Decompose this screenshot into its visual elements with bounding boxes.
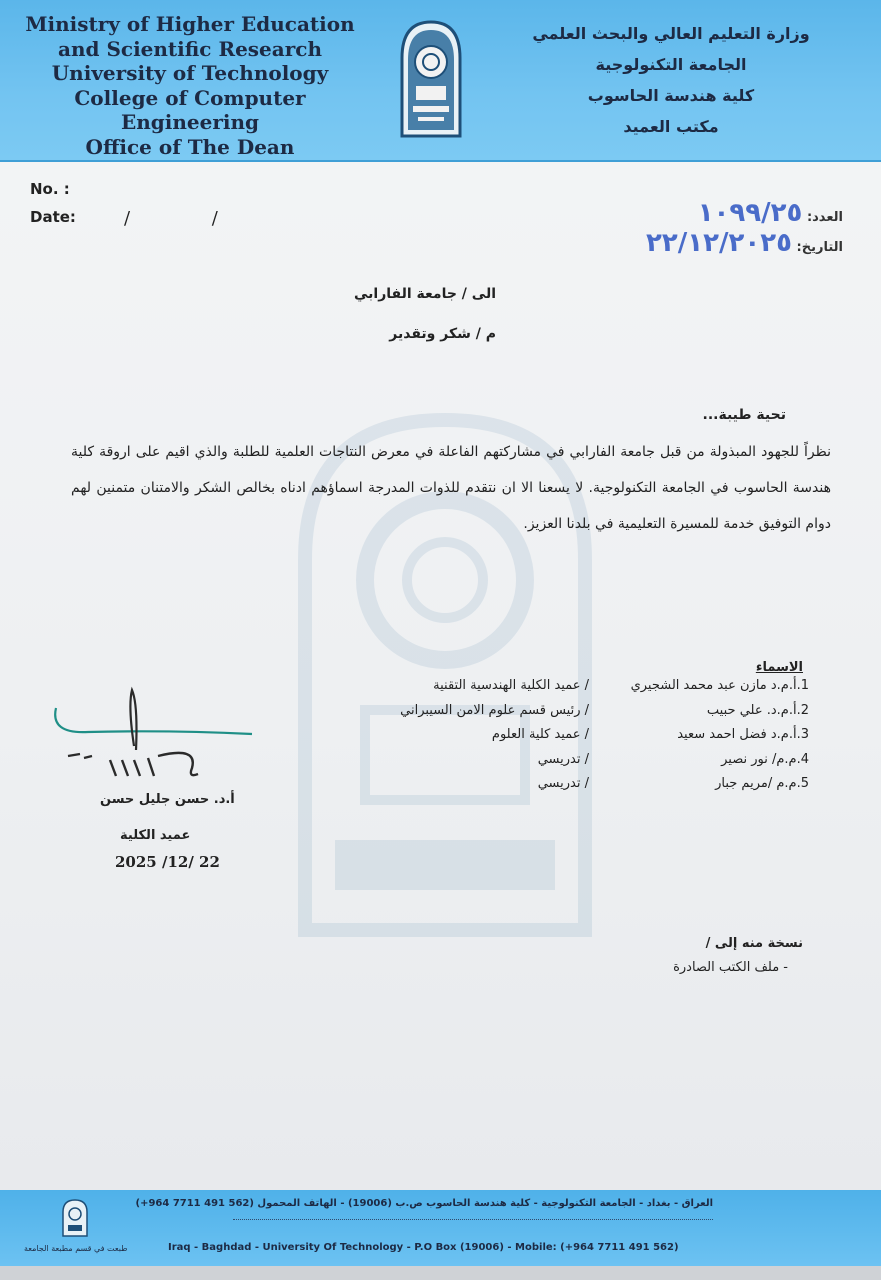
list-item [289,776,809,801]
greeting: تحية طيبة... [702,407,786,423]
letter-body: نظراً للجهود المبذولة من قبل جامعة الفارابي في مشاركتهم الفاعلة في معرض النتاجات العلمية للطلبة والذي اقيم على اروقة كلية هندسة الحاسوب في الجامعة التكنولوجية. لا يسعنا الا ان نتقدم للذوات المدرجة اسماؤهم ادناه بخالص الشكر والامتنان متمنين لهم دوام التوفيق خدمة للمسيرة التعليمية في بلدنا العزيز. [71,444,831,532]
footer-arabic-address: العراق - بغداد - الجامعة التكنولوجية - كلية هندسة الحاسوب ص.ب (19006) - الهاتف المحمول (562 491 7711 964+) [135,1198,713,1209]
person-role: / عميد الكلية الهندسية التقنية [433,678,589,693]
office-line-ar: مكتب العميد [623,117,719,136]
footer-english-address: Iraq - Baghdad - University Of Technology - P.O Box (19006) - Mobile: (+964 7711 491 562) [168,1242,679,1253]
dean-name: أ.د. حسن جليل حسن [100,792,235,807]
ministry-line: Ministry of Higher Education [25,12,355,36]
research-line: and Scientific Research [58,36,322,61]
names-heading: الاسماء [755,660,803,675]
person-role: / عميد كلية العلوم [491,727,589,742]
arabic-number-label: العدد: [806,210,843,225]
person-name: 4.م.م/ نور نصير [721,751,809,767]
ministry-line-ar: وزارة التعليم العالي والبحث العلمي [532,24,810,43]
college-line: College of Computer Engineering [74,85,306,134]
university-line: University of Technology [51,61,329,85]
person-name: 3.أ.م.د فضل احمد سعيد [677,727,809,742]
person-role: / تدريسي [537,776,589,791]
names-list [289,678,809,801]
arabic-number-row [698,198,843,228]
footer-contact-line [233,1216,713,1225]
recipient: الى / جامعة الفارابي [353,286,496,302]
list-item [289,727,809,752]
person-name: 5.م.م /مريم جبار [715,776,809,791]
date-label: Date: [30,208,76,226]
office-line: Office of The Dean [85,134,295,159]
signature-date: 2025 /12/ 22 [115,853,220,871]
english-letterhead [20,12,360,159]
university-line-ar: الجامعة التكنولوجية [595,55,747,74]
dean-title: عميد الكلية [120,828,191,843]
list-item [289,678,809,703]
handwritten-number: ١٠٩٩/٢٥ [697,198,803,228]
copy-to-item: - ملف الكتب الصادرة [673,960,788,975]
handwritten-signature-icon [48,686,258,786]
copy-to-heading: نسخة منه إلى / [705,936,803,951]
arabic-date-label: التاريخ: [796,240,843,255]
arabic-date-row [646,228,843,258]
arabic-letterhead [521,18,821,142]
person-role: / رئيس قسم علوم الامن السيبراني [400,702,589,718]
footer-caption: طبعت في قسم مطبعة الجامعة [24,1244,128,1253]
person-name: 1.أ.م.د مازن عبد محمد الشجيري [630,678,809,693]
list-item [289,703,809,728]
letter-footer [0,1190,881,1266]
page-bottom-edge [0,1266,881,1280]
subject: م / شكر وتقدير [389,326,496,342]
person-name: 2.أ.م.د. علي حبيب [706,702,809,718]
date-blank: / / [124,208,256,229]
letterhead [0,0,881,162]
list-item [289,752,809,777]
number-label: No. : [30,180,70,198]
handwritten-date: ٢٢/١٢/٢٠٢٥ [646,228,792,258]
university-logo-icon [396,18,466,142]
college-line-ar: كلية هندسة الحاسوب [587,86,755,105]
footer-logo-icon [60,1198,90,1238]
person-role: / تدريسي [537,751,589,767]
